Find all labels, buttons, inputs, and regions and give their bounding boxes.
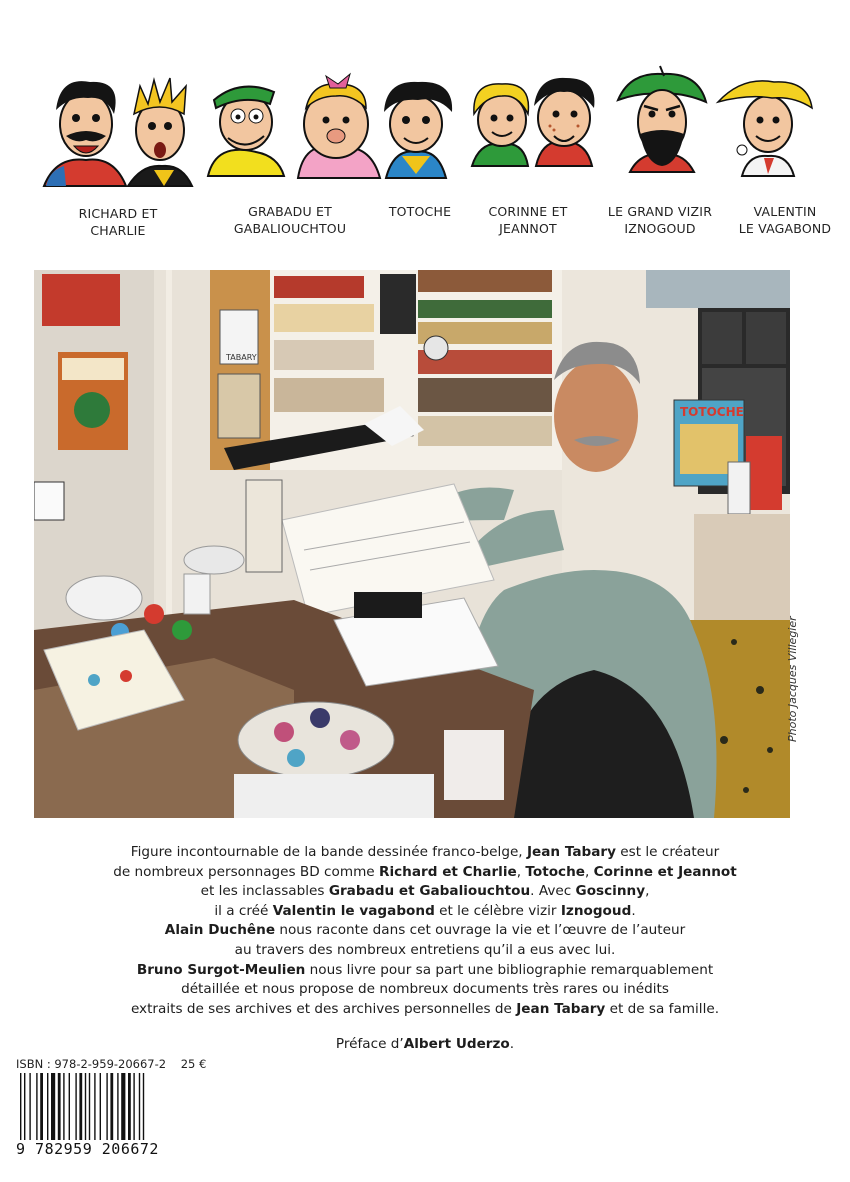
studio-photo bbox=[34, 270, 790, 818]
character-label-iznogoud: LE GRAND VIZIR IZNOGOUD bbox=[607, 204, 713, 236]
barcode-bar bbox=[63, 1073, 64, 1145]
barcode-bar bbox=[133, 1073, 134, 1145]
price-text: 25 € bbox=[180, 1057, 207, 1071]
barcode-bar bbox=[51, 1073, 55, 1145]
blurb-line: Alain Duchêne nous raconte dans cet ouvrage la vie et l’œuvre de l’auteur bbox=[164, 922, 686, 939]
grabadu-gabaliouchtou-illustration bbox=[200, 72, 382, 182]
blurb-line: Bruno Surgot-Meulien nous livre pour sa part une bibliographie remarquablement bbox=[136, 961, 714, 978]
iznogoud-illustration bbox=[610, 64, 712, 176]
blurb-line: Figure incontournable de la bande dessinée franco-belge, Jean Tabary est le créateur bbox=[130, 844, 720, 860]
barcode-bar bbox=[29, 1073, 30, 1145]
blurb-line: au travers des nombreux entretiens qu’il a eus avec lui. bbox=[234, 941, 616, 958]
barcode-bar bbox=[69, 1073, 70, 1145]
character-label-corinne-jeannot: CORINNE ET JEANNOT bbox=[488, 204, 568, 236]
blurb-line: il a créé Valentin le vagabond et le célèbre vizir Iznogoud. bbox=[214, 902, 636, 919]
blurb-line: de nombreux personnages BD comme Richard et Charlie, Totoche, Corinne et Jeannot bbox=[113, 863, 737, 880]
barcode-bar bbox=[100, 1073, 101, 1145]
barcode-bar bbox=[128, 1073, 131, 1145]
barcode-bar bbox=[58, 1073, 61, 1145]
valentin-illustration bbox=[712, 74, 818, 178]
barcode-bar bbox=[94, 1073, 95, 1145]
barcode-bar bbox=[110, 1073, 113, 1145]
barcode-bar bbox=[75, 1073, 76, 1145]
character-label-grabadu-gabaliouchtou: GRABADU ET GABALIOUCHTOU bbox=[233, 204, 347, 236]
corinne-jeannot-illustration bbox=[462, 74, 602, 168]
character-label-valentin: VALENTIN LE VAGABOND bbox=[738, 204, 832, 236]
tabary-poster-logo: TABARY bbox=[226, 353, 257, 362]
character-label-richard-charlie: RICHARD ET CHARLIE bbox=[78, 206, 158, 238]
barcode-bar bbox=[106, 1073, 107, 1145]
barcode-bar bbox=[139, 1073, 140, 1145]
blurb-line: et les inclassables Grabadu et Gabaliouchtou. Avec Goscinny, bbox=[200, 883, 650, 900]
barcode-bar bbox=[36, 1073, 37, 1145]
svg-text:TOTOCHE: TOTOCHE bbox=[680, 405, 744, 419]
barcode-bar bbox=[40, 1073, 43, 1145]
barcode-bar bbox=[79, 1073, 82, 1145]
isbn-text: ISBN : 978-2-959-20667-2 bbox=[16, 1057, 167, 1071]
preface-credit: Préface d’Albert Uderzo. bbox=[335, 1036, 515, 1052]
barcode-bar bbox=[47, 1073, 48, 1145]
barcode-bar bbox=[121, 1073, 125, 1145]
totoche-illustration bbox=[372, 78, 458, 182]
barcode-bar bbox=[89, 1073, 90, 1145]
photo-credit: Photo Jacques Villegier bbox=[786, 616, 799, 742]
back-cover-blurb bbox=[60, 843, 790, 1019]
isbn-price-line bbox=[16, 1057, 206, 1071]
blurb-line: détaillée et nous propose de nombreux documents très rares ou inédits bbox=[181, 981, 669, 998]
richard-charlie-illustration bbox=[36, 74, 196, 194]
barcode-digits: 9 782959 206672 bbox=[16, 1140, 172, 1158]
barcode-bar bbox=[117, 1073, 118, 1145]
blurb-line: extraits de ses archives et des archives personnelles de Jean Tabary et de sa famille. bbox=[130, 1000, 720, 1017]
character-label-totoche: TOTOCHE bbox=[388, 204, 452, 219]
